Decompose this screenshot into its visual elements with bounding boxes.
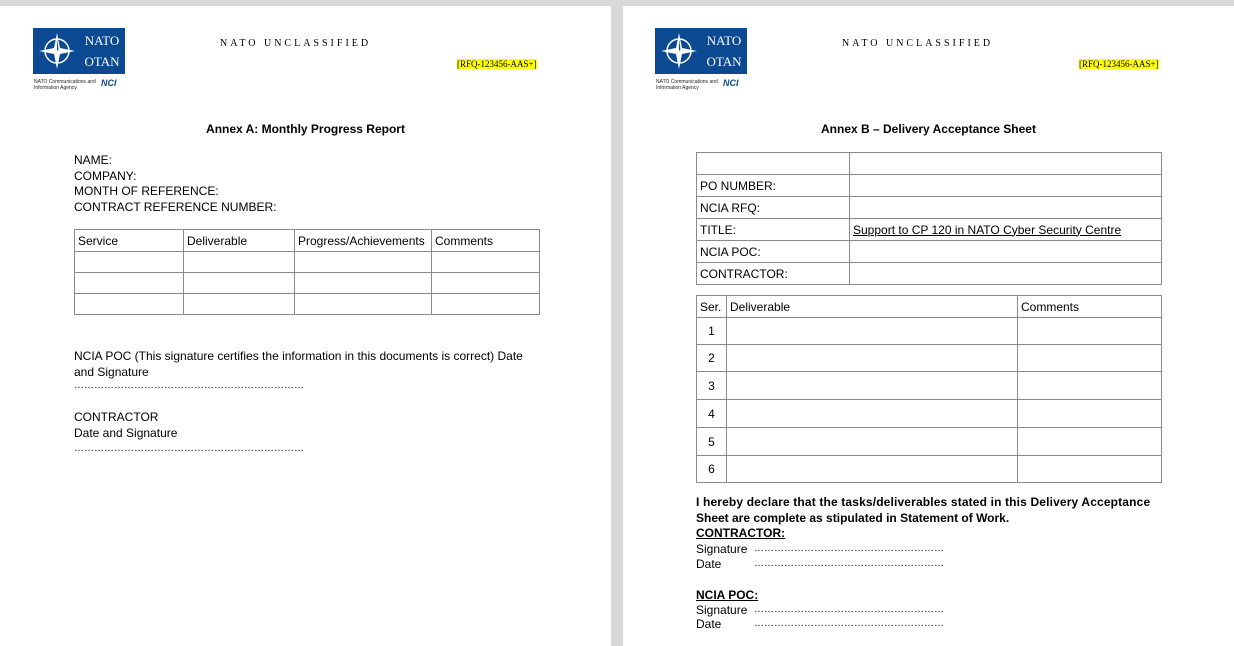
table-row [697,318,1162,345]
ncia-poc-heading: NCIA POC: [696,588,759,602]
logo-nci-text: NCI [723,78,739,88]
field-company: COMPANY: [74,168,137,183]
value-ncia-rfq[interactable] [850,197,1162,219]
contractor-date-dots: ………………………………………………… [754,558,944,569]
contractor-signature-dots: ………………………………………………… [754,543,944,554]
table-row [697,153,1162,175]
value-ncia-poc[interactable] [850,241,1162,263]
table-row [697,197,1162,219]
contractor-date-label: Date [696,557,722,571]
ncia-poc-block [74,349,544,380]
table-row [697,175,1162,197]
label-ncia-poc: NCIA POC: [697,241,850,263]
header-comments: Comments [432,230,540,252]
contractor-signature-dots: …………………………………………………………… [74,443,304,454]
label-title: TITLE: [697,219,850,241]
logo-nato-text: NATO [84,33,120,48]
table-header-row [75,230,540,252]
table-row [697,400,1162,428]
label-ncia-rfq: NCIA RFQ: [697,197,850,219]
deliverables-table [696,295,1162,483]
contractor-label: CONTRACTOR [74,410,159,424]
ncia-poc-signature-dots: …………………………………………………………… [74,380,304,391]
value-contractor[interactable] [850,263,1162,285]
nato-logo [33,28,127,98]
value-title: Support to CP 120 in NATO Cyber Security Centre [850,219,1162,241]
nato-star-icon [37,31,77,71]
annex-b-heading: Annex B – Delivery Acceptance Sheet [821,122,1036,136]
table-row [75,294,540,315]
rfq-reference: [RFQ-123456-AAS+] [1079,59,1159,69]
table-row [75,252,540,273]
logo-agency-text: NATO Communications and Information Agency [656,79,718,91]
table-row [697,456,1162,483]
table-row [697,372,1162,400]
logo-nato-text: NATO [706,33,742,48]
classification-marking: NATO UNCLASSIFIED [842,38,994,49]
row-number: 1 [697,318,727,345]
row-number: 4 [697,400,727,428]
annex-a-fields [74,153,276,215]
annex-a-heading: Annex A: Monthly Progress Report [206,122,405,136]
ncia-poc-signature-label: Signature [696,603,748,617]
delivery-info-table [696,152,1162,285]
row-number: 6 [697,456,727,483]
nato-logo [655,28,749,98]
header-deliverable: Deliverable [727,296,1018,318]
ncia-poc-date-label: Date [696,617,722,631]
logo-otan-text: OTAN [84,54,120,69]
row-number: 3 [697,372,727,400]
logo-otan-text: OTAN [706,54,742,69]
page-annex-b [623,6,1234,646]
logo-agency-text: NATO Communications and Information Agency [34,79,96,91]
table-row [75,273,540,294]
header-progress: Progress/Achievements [295,230,432,252]
header-service: Service [75,230,184,252]
header-comments: Comments [1018,296,1162,318]
field-contract-reference: CONTRACT REFERENCE NUMBER: [74,199,277,214]
field-month-of-reference: MONTH OF REFERENCE: [74,184,219,198]
ncia-poc-line1: NCIA POC (This signature certifies the information in this documents is correct) Date [74,349,523,363]
nato-star-icon [659,31,699,71]
contractor-heading: CONTRACTOR: [696,526,786,540]
table-row [697,345,1162,372]
header-deliverable: Deliverable [184,230,295,252]
row-number: 2 [697,345,727,372]
page-annex-a [0,6,611,646]
table-row [697,263,1162,285]
contractor-signature-label: Signature [696,542,748,556]
row-number: 5 [697,428,727,456]
ncia-poc-date-dots: ………………………………………………… [754,618,944,629]
value-po-number[interactable] [850,175,1162,197]
field-name: NAME: [74,153,113,167]
header-ser: Ser. [697,296,727,318]
ncia-poc-signature-dots: ………………………………………………… [754,604,944,615]
contractor-date-signature: Date and Signature [74,425,178,440]
progress-table [74,229,540,315]
table-header-row [697,296,1162,318]
declaration-text: I hereby declare that the tasks/deliverables stated in this Delivery Acceptance Sheet are complete as stipulated in Statement of Work. [696,495,1151,525]
classification-marking: NATO UNCLASSIFIED [220,38,372,49]
rfq-reference: [RFQ-123456-AAS+] [457,59,537,69]
table-row [697,428,1162,456]
contractor-block [74,410,177,441]
table-row [697,219,1162,241]
label-po-number: PO NUMBER: [697,175,850,197]
logo-nci-text: NCI [101,78,117,88]
table-row [697,241,1162,263]
label-contractor: CONTRACTOR: [697,263,850,285]
ncia-poc-line2: and Signature [74,364,149,379]
